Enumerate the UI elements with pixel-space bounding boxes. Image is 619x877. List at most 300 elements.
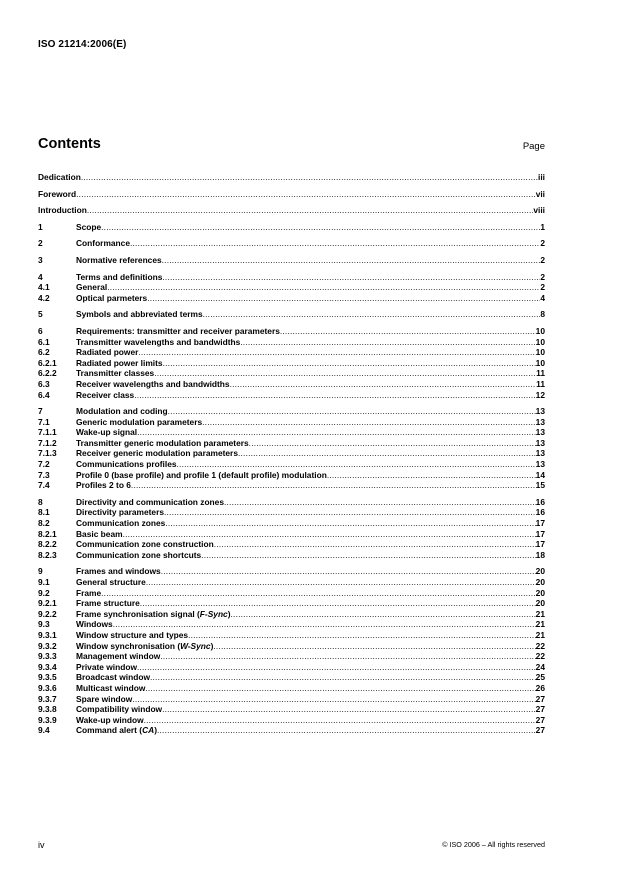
toc-leader-dots <box>161 566 536 577</box>
toc-entry-page: 27 <box>535 693 545 704</box>
toc-group <box>38 497 545 561</box>
toc-entry[interactable] <box>38 255 545 266</box>
toc-entry-title-text: Directivity parameters <box>76 507 164 518</box>
toc-entry[interactable] <box>38 715 545 726</box>
toc-entry-number: 6.2.2 <box>38 368 57 379</box>
toc-entry[interactable] <box>38 406 545 417</box>
toc-entry-page: 13 <box>535 427 545 438</box>
toc-entry-number: 9 <box>38 566 43 577</box>
toc-leader-dots <box>210 640 535 652</box>
toc-group <box>38 238 545 249</box>
toc-leader-dots <box>146 577 536 588</box>
toc-leader-dots <box>230 379 537 390</box>
toc-entry-number: 7 <box>38 406 43 417</box>
toc-entry-number: 9.3.5 <box>38 672 57 683</box>
toc-entry-title-text: Frame <box>76 587 102 598</box>
toc-entry-title <box>76 704 162 715</box>
toc-entry-number: 6 <box>38 325 43 336</box>
toc-entry-page: 13 <box>535 437 545 448</box>
toc-entry-page: 15 <box>535 480 545 491</box>
toc-entry[interactable] <box>38 619 545 630</box>
toc-entry-title-text: Communication zone construction <box>76 539 214 550</box>
toc-entry-title-italic: F-Sync <box>199 608 228 619</box>
page-column-label: Page <box>522 141 545 152</box>
toc-entry-page: 13 <box>535 459 545 470</box>
toc-entry-page: 22 <box>535 651 545 662</box>
toc-entry-title <box>76 222 101 233</box>
toc-entry-title <box>76 588 101 599</box>
toc-entry-title-text: Introduction <box>38 205 87 216</box>
toc-entry[interactable] <box>38 459 545 470</box>
toc-entry-page: 17 <box>535 518 545 529</box>
toc-entry[interactable] <box>38 172 545 183</box>
toc-leader-dots <box>214 539 536 550</box>
toc-entry-number: 4.1 <box>38 282 50 293</box>
toc-entry-title <box>76 293 147 304</box>
toc-entry[interactable] <box>38 358 545 369</box>
toc-entry-title <box>76 406 168 417</box>
toc-entry-page: 17 <box>535 539 545 550</box>
toc-entry-title-text: Wake-up window <box>76 714 144 725</box>
toc-entry-title-text: Receiver class <box>76 389 135 400</box>
toc-entry[interactable] <box>38 379 545 390</box>
toc-group <box>38 309 545 320</box>
toc-group <box>38 205 545 216</box>
toc-entry[interactable] <box>38 238 545 249</box>
toc-entry-title-text: General structure <box>76 577 146 587</box>
toc-leader-dots <box>76 189 536 200</box>
toc-leader-dots <box>150 672 536 683</box>
toc-entry-title-text: Basic beam <box>76 528 123 539</box>
toc-entry-title-suffix: ) <box>210 640 214 651</box>
toc-entry-title-text: Spare window <box>76 693 133 704</box>
toc-entry-page: 24 <box>535 661 545 672</box>
toc-entry[interactable] <box>38 529 545 540</box>
toc-group <box>38 326 545 400</box>
toc-entry[interactable] <box>38 651 545 662</box>
toc-entry-title-text: Communication zone shortcuts <box>76 549 202 560</box>
toc-entry-page: 8 <box>540 309 545 320</box>
toc-entry[interactable] <box>38 272 545 283</box>
toc-entry-number: 7.4 <box>38 480 50 491</box>
toc-entry-title <box>76 539 214 550</box>
toc-entry[interactable] <box>38 438 545 449</box>
toc-entry-title-text: Directivity and communication zones <box>76 496 224 507</box>
toc-leader-dots <box>224 497 536 508</box>
toc-entry-number: 7.1 <box>38 416 50 427</box>
toc-leader-dots <box>87 205 534 216</box>
toc-entry-title <box>76 255 162 266</box>
toc-entry-title <box>76 390 134 401</box>
toc-leader-dots <box>137 662 536 673</box>
toc-entry[interactable] <box>38 222 545 233</box>
toc-entry-title-suffix: ) <box>227 608 231 619</box>
document-id: ISO 21214:2006(E) <box>38 39 127 50</box>
toc-entry[interactable] <box>38 390 545 401</box>
toc-leader-dots <box>162 272 540 283</box>
toc-entry-page: 16 <box>535 507 545 518</box>
toc-entry-page: 11 <box>536 378 545 389</box>
toc-entry-title-text: Wake-up signal <box>76 427 138 438</box>
toc-entry-title-text: Profile 0 (base profile) and profile 1 (default profile) modulation <box>76 469 327 480</box>
toc-leader-dots <box>203 309 541 320</box>
toc-entry-title-text: General <box>76 282 108 293</box>
table-of-contents <box>38 172 545 742</box>
toc-entry-number: 8.2.3 <box>38 549 57 560</box>
toc-leader-dots <box>231 609 536 620</box>
toc-entry-title <box>76 282 107 293</box>
toc-group <box>38 222 545 233</box>
toc-entry-number: 8.2 <box>38 518 50 529</box>
toc-entry[interactable] <box>38 641 545 652</box>
toc-entry-number: 7.3 <box>38 469 50 480</box>
toc-leader-dots <box>164 507 536 518</box>
toc-entry-number: 8.2.1 <box>38 528 57 539</box>
toc-entry-title <box>76 480 131 491</box>
toc-group <box>38 406 545 491</box>
toc-entry-page: 20 <box>535 587 545 598</box>
toc-entry-title <box>76 566 161 577</box>
toc-entry-number: 8 <box>38 496 43 507</box>
toc-entry-title-text: Profiles 2 to 6 <box>76 480 131 491</box>
toc-entry-number: 9.1 <box>38 577 50 587</box>
toc-leader-dots <box>107 282 540 293</box>
toc-entry-number: 4 <box>38 271 43 282</box>
toc-entry-title <box>76 309 203 320</box>
toc-leader-dots <box>144 715 536 726</box>
toc-entry[interactable] <box>38 683 545 694</box>
toc-entry-page: 22 <box>535 640 545 651</box>
toc-entry-number: 6.4 <box>38 389 50 400</box>
toc-entry-title-text: Window synchronisation ( <box>76 640 181 651</box>
toc-leader-dots <box>280 326 536 337</box>
toc-entry[interactable] <box>38 725 545 736</box>
toc-entry-number: 6.2.1 <box>38 357 57 368</box>
toc-entry-title <box>76 641 213 652</box>
toc-leader-dots <box>81 172 538 183</box>
toc-entry-page: viii <box>533 205 545 216</box>
toc-leader-dots <box>130 238 540 249</box>
toc-entry-title <box>76 577 146 588</box>
toc-entry-title-text: Compatibility window <box>76 704 163 715</box>
toc-entry-title <box>76 417 202 428</box>
toc-entry-number: 8.1 <box>38 507 50 518</box>
toc-entry-title-text: Multicast window <box>76 682 146 693</box>
toc-entry[interactable] <box>38 309 545 320</box>
toc-entry-number: 7.1.2 <box>38 437 57 448</box>
toc-entry-title <box>38 205 87 216</box>
toc-entry[interactable] <box>38 480 545 491</box>
toc-entry[interactable] <box>38 630 545 641</box>
toc-leader-dots <box>138 347 535 358</box>
toc-entry-page: 4 <box>540 292 545 303</box>
toc-entry-page: 27 <box>535 714 545 725</box>
toc-leader-dots <box>240 337 535 348</box>
toc-entry-page: 11 <box>536 368 545 379</box>
toc-entry-title <box>76 518 165 529</box>
toc-entry[interactable] <box>38 588 545 599</box>
toc-entry-number: 9.3.8 <box>38 704 57 715</box>
toc-entry-title-text: Communications profiles <box>76 459 177 470</box>
toc-group <box>38 272 545 304</box>
toc-entry[interactable] <box>38 694 545 705</box>
toc-entry[interactable] <box>38 566 545 577</box>
toc-entry-number: 6.1 <box>38 336 50 347</box>
toc-entry-title <box>76 651 160 662</box>
toc-group <box>38 172 545 183</box>
toc-entry-title-text: Conformance <box>76 238 130 249</box>
toc-entry-page: 21 <box>535 619 545 630</box>
toc-leader-dots <box>157 725 536 736</box>
toc-leader-dots <box>188 630 536 641</box>
footer-page-number: iv <box>38 840 45 850</box>
toc-entry-page: 2 <box>540 271 545 282</box>
toc-group <box>38 255 545 266</box>
toc-entry-number: 9.4 <box>38 725 50 736</box>
toc-entry-title <box>76 662 137 673</box>
toc-group <box>38 566 545 736</box>
toc-entry-title-text: Optical parmeters <box>76 292 148 303</box>
toc-entry-number: 6.3 <box>38 378 50 389</box>
toc-entry-title <box>76 619 113 630</box>
toc-leader-dots <box>238 448 536 459</box>
toc-entry-title-italic: W-Sync <box>180 640 211 651</box>
toc-entry-page: 20 <box>535 598 545 609</box>
toc-leader-dots <box>249 438 536 449</box>
toc-entry-page: 10 <box>535 357 545 368</box>
toc-entry-title <box>76 507 164 518</box>
toc-entry-page: 13 <box>535 448 545 459</box>
toc-entry-title <box>76 497 224 508</box>
toc-entry-title-text: Receiver wavelengths and bandwidths <box>76 378 230 389</box>
toc-entry-title-text: Broadcast window <box>76 672 150 683</box>
toc-entry-page: 27 <box>535 704 545 715</box>
toc-entry-title <box>76 529 123 540</box>
toc-entry-title <box>76 347 138 358</box>
toc-entry[interactable] <box>38 470 545 481</box>
toc-entry-page: 2 <box>540 238 545 249</box>
toc-entry[interactable] <box>38 448 545 459</box>
toc-entry-page: 14 <box>535 469 545 480</box>
toc-entry-page: 2 <box>540 254 545 265</box>
toc-entry-title-text: Command alert ( <box>76 725 143 736</box>
toc-entry-title-text: Radiated power <box>76 347 139 358</box>
toc-entry-title <box>76 337 240 348</box>
toc-entry-number: 7.1.3 <box>38 448 57 459</box>
toc-entry-page: vii <box>535 188 545 199</box>
toc-entry-page: 10 <box>535 325 545 336</box>
toc-entry-title <box>76 358 163 369</box>
toc-entry[interactable] <box>38 550 545 561</box>
toc-entry-title <box>76 427 137 438</box>
toc-entry-title <box>76 683 145 694</box>
toc-entry-number: 9.3.2 <box>38 640 57 651</box>
toc-entry-number: 9.3.3 <box>38 651 57 662</box>
toc-leader-dots <box>160 651 535 662</box>
toc-entry-title-text: Dedication <box>38 172 81 182</box>
toc-entry-page: 20 <box>535 577 545 587</box>
toc-entry-page: 16 <box>535 496 545 507</box>
toc-entry[interactable] <box>38 368 545 379</box>
toc-group <box>38 189 545 200</box>
toc-leader-dots <box>101 588 536 599</box>
toc-leader-dots <box>131 480 536 491</box>
toc-entry-title <box>38 172 81 183</box>
toc-entry-title-text: Receiver generic modulation parameters <box>76 448 238 459</box>
toc-leader-dots <box>140 598 536 609</box>
toc-entry-title <box>76 459 177 470</box>
toc-entry[interactable] <box>38 337 545 348</box>
toc-entry[interactable] <box>38 672 545 683</box>
toc-entry-title <box>76 598 140 609</box>
toc-entry-title <box>76 326 280 337</box>
toc-entry-title-italic: CA <box>142 725 155 736</box>
toc-entry-number: 9.3 <box>38 619 50 630</box>
toc-entry[interactable] <box>38 205 545 216</box>
toc-entry[interactable] <box>38 417 545 428</box>
toc-entry-title <box>76 448 238 459</box>
toc-leader-dots <box>123 529 536 540</box>
toc-entry-page: 21 <box>535 608 545 619</box>
toc-entry[interactable] <box>38 347 545 358</box>
toc-entry-page: 18 <box>535 549 545 560</box>
toc-entry-title <box>76 715 144 726</box>
toc-entry-title-text: Frame structure <box>76 598 140 609</box>
toc-entry-title-text: Terms and definitions <box>76 271 163 282</box>
toc-entry-number: 9.2 <box>38 587 50 598</box>
toc-entry-page: 1 <box>540 221 545 232</box>
toc-leader-dots <box>137 427 536 438</box>
toc-entry-title-text: Modulation and coding <box>76 406 168 417</box>
toc-entry-title <box>76 609 231 620</box>
toc-entry-page: iii <box>538 172 545 182</box>
toc-entry-title <box>76 550 201 561</box>
toc-entry-number: 9.3.7 <box>38 693 57 704</box>
toc-entry-number: 8.2.2 <box>38 539 57 550</box>
toc-entry-title-text: Normative references <box>76 254 162 265</box>
toc-entry-number: 5 <box>38 309 43 320</box>
toc-leader-dots <box>145 683 535 694</box>
toc-entry-number: 9.3.4 <box>38 661 57 672</box>
toc-leader-dots <box>132 694 535 705</box>
toc-entry-title-text: Windows <box>76 619 113 630</box>
toc-leader-dots <box>162 704 536 715</box>
toc-entry-number: 9.3.9 <box>38 714 57 725</box>
toc-leader-dots <box>177 459 536 470</box>
toc-entry-title-text: Symbols and abbreviated terms <box>76 309 203 320</box>
toc-entry-page: 27 <box>535 725 545 736</box>
toc-entry[interactable] <box>38 189 545 200</box>
toc-entry-number: 9.3.1 <box>38 629 57 640</box>
toc-leader-dots <box>165 518 535 529</box>
toc-entry-number: 7.1.1 <box>38 427 57 438</box>
toc-leader-dots <box>154 368 536 379</box>
toc-entry-title-text: Frame synchronisation signal ( <box>76 608 200 619</box>
toc-entry-title <box>76 368 154 379</box>
toc-entry[interactable] <box>38 704 545 715</box>
toc-entry-title <box>76 238 130 249</box>
toc-entry-title <box>76 725 157 736</box>
toc-entry-number: 7.2 <box>38 459 50 470</box>
toc-entry-title-text: Scope <box>76 221 102 232</box>
toc-entry-number: 3 <box>38 254 43 265</box>
toc-entry[interactable] <box>38 293 545 304</box>
toc-entry-title-text: Requirements: transmitter and receiver parameters <box>76 325 280 336</box>
toc-entry[interactable] <box>38 577 545 588</box>
toc-entry[interactable] <box>38 507 545 518</box>
toc-entry-page: 26 <box>535 682 545 693</box>
toc-entry[interactable] <box>38 326 545 337</box>
toc-entry-title <box>76 379 230 390</box>
toc-entry-title <box>38 189 76 200</box>
toc-entry-page: 2 <box>540 282 545 293</box>
toc-entry-title-text: Frames and windows <box>76 566 161 577</box>
toc-entry-title <box>76 630 188 641</box>
toc-entry-title-text: Foreword <box>38 188 77 199</box>
toc-leader-dots <box>113 619 536 630</box>
toc-entry-title <box>76 438 249 449</box>
toc-entry-number: 6.2 <box>38 347 50 358</box>
toc-leader-dots <box>202 417 536 428</box>
footer-copyright: © ISO 2006 – All rights reserved <box>442 840 545 849</box>
toc-entry-title-text: Radiated power limits <box>76 357 163 368</box>
toc-entry-title-text: Communication zones <box>76 518 166 529</box>
toc-entry-number: 9.2.2 <box>38 608 57 619</box>
toc-entry-title-suffix: ) <box>154 725 157 736</box>
toc-leader-dots <box>147 293 540 304</box>
toc-entry-title-text: Private window <box>76 661 137 672</box>
toc-entry-title-text: Transmitter generic modulation parameters <box>76 437 249 448</box>
toc-entry-page: 13 <box>535 406 545 417</box>
toc-entry-page: 17 <box>535 528 545 539</box>
toc-entry-title-text: Generic modulation parameters <box>76 416 203 427</box>
toc-entry-number: 4.2 <box>38 292 50 303</box>
toc-entry-title-text: Window structure and types <box>76 629 189 640</box>
toc-entry-page: 10 <box>535 347 545 358</box>
toc-entry-page: 12 <box>535 389 545 400</box>
toc-entry[interactable] <box>38 609 545 620</box>
toc-entry-title <box>76 272 162 283</box>
toc-leader-dots <box>168 406 536 417</box>
toc-entry-title-text: Transmitter wavelengths and bandwidths <box>76 336 241 347</box>
toc-entry[interactable] <box>38 598 545 609</box>
toc-entry-page: 10 <box>535 336 545 347</box>
toc-entry-number: 9.2.1 <box>38 598 57 609</box>
toc-entry[interactable] <box>38 539 545 550</box>
toc-entry[interactable] <box>38 662 545 673</box>
toc-entry[interactable] <box>38 518 545 529</box>
toc-entry-title-text: Transmitter classes <box>76 368 155 379</box>
toc-entry-title <box>76 672 150 683</box>
toc-leader-dots <box>101 222 540 233</box>
toc-leader-dots <box>163 358 536 369</box>
toc-entry[interactable] <box>38 282 545 293</box>
toc-entry-page: 20 <box>535 566 545 577</box>
toc-leader-dots <box>327 470 536 481</box>
toc-entry-title-text: Management window <box>76 651 161 662</box>
toc-leader-dots <box>134 390 535 401</box>
toc-entry-number: 9.3.6 <box>38 682 57 693</box>
toc-entry[interactable] <box>38 427 545 438</box>
toc-entry-number: 1 <box>38 221 43 232</box>
toc-entry-number: 2 <box>38 238 43 249</box>
toc-entry[interactable] <box>38 497 545 508</box>
toc-entry-page: 25 <box>535 672 545 683</box>
page-title: Contents <box>38 136 101 152</box>
toc-leader-dots <box>162 255 541 266</box>
toc-leader-dots <box>201 550 536 561</box>
toc-entry-page: 21 <box>535 629 545 640</box>
